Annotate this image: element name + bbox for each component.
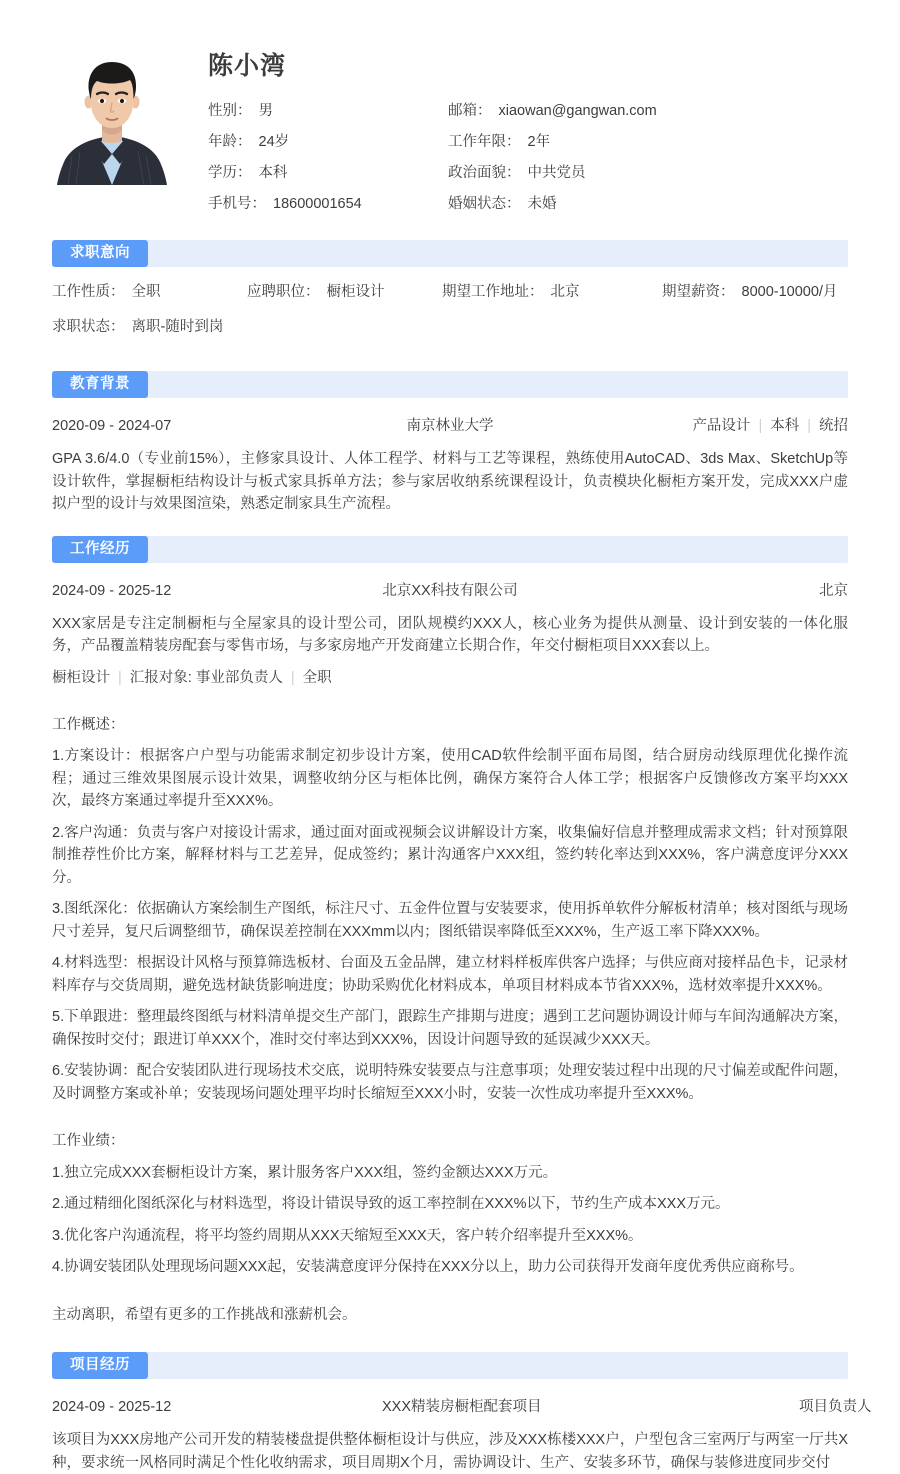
info-gender-label: 性别： (208, 103, 252, 119)
section-body-education (52, 398, 848, 516)
spacer (0, 1326, 900, 1352)
section-header-work (52, 536, 848, 563)
info-marital (448, 194, 848, 214)
info-political-value: 中共党员 (527, 165, 586, 181)
spacer (0, 351, 900, 371)
field-job-status (52, 316, 247, 338)
work-report-to: 汇报对象: 事业部负责人 (129, 669, 283, 686)
work-overview-item: 5.下单跟进：整理最终图纸与材料清单提交生产部门，跟踪生产排期与进度；遇到工艺问题协调设计师与车间沟通解决方案，确保按时交付；跟进订单XXX个，准时交付率达到XXX%，因设计问题导致的延误减少XXX天。 (52, 1009, 848, 1048)
profile-photo-image (52, 52, 172, 185)
page-title: 陈小湾 (208, 52, 287, 80)
spacer (0, 516, 900, 536)
work-type: 全职 (302, 669, 332, 686)
project-entry-head (52, 1393, 872, 1418)
info-phone-value: 18600001654 (273, 196, 362, 212)
field-salary-value: 8000-10000/月 (741, 284, 838, 300)
education-date: 2020-09 - 2024-07 (52, 418, 172, 434)
field-location (442, 281, 662, 303)
field-job-type-value: 全职 (131, 284, 161, 300)
education-major: 产品设计 (692, 418, 751, 434)
field-location-value: 北京 (550, 284, 580, 300)
field-job-type-label: 工作性质： (52, 284, 125, 300)
work-overview-item: 3.图纸深化：依据确认方案绘制生产图纸，标注尺寸、五金件位置与安装要求，使用拆单软件分解板材清单；核对图纸与现场尺寸差异，复尺后调整细节，确保误差控制在XXXmm以内；图纸错误率降低至XXX%，生产返工率下降XXX%。 (52, 901, 848, 940)
project-description: 该项目为XXX房地产公司开发的精装楼盘提供整体橱柜设计与供应，涉及XXX栋楼XXX户，户型包含三室两厅与两室一厅共X种，要求统一风格同时满足个性化收纳需求，项目周期X个月，需协调设计、生产、安装多环节，确保与装修进度同步交付 (52, 1432, 848, 1471)
field-job-status-value: 离职-随时到岗 (131, 319, 224, 335)
info-age (208, 132, 448, 152)
education-degree: 本科 (770, 418, 800, 434)
info-experience (448, 132, 848, 152)
divider-icon: | (118, 669, 122, 686)
profile-photo (52, 52, 172, 185)
work-date: 2024-09 - 2025-12 (52, 582, 172, 599)
section-title-education: 教育背景 (52, 371, 148, 398)
info-experience-label: 工作年限： (448, 134, 521, 150)
section-title-project: 项目经历 (52, 1352, 148, 1379)
work-achievement-item: 4.协调安装团队处理现场问题XXX起，安装满意度评分保持在XXX分以上，助力公司获得开发商年度优秀供应商称号。 (52, 1259, 804, 1275)
work-company-intro: XXX家居是专注定制橱柜与全屋家具的设计型公司，团队规模约XXX人，核心业务为提供从测量、设计到安装的一体化服务，产品覆盖精装房配套与零售市场，与多家房地产开发商建立长期合作，年交付橱柜项目XXX套以上。 (52, 615, 848, 654)
work-overview-item: 4.材料选型：根据设计风格与预算筛选板材、台面及五金品牌，建立材料样板库供客户选择；与供应商对接样品色卡，记录材料库存与交货周期，避免选材缺货影响进度；协助采购优化材料成本，单项目材料成本节省XXX%，选材效率提升XXX%。 (52, 955, 848, 994)
basic-info-grid (208, 101, 848, 214)
work-company: 北京XX科技有限公司 (382, 582, 518, 599)
spacer (52, 689, 848, 705)
info-age-value: 24岁 (258, 134, 290, 150)
info-gender-value: 男 (258, 103, 273, 119)
section-body-work (52, 563, 848, 1327)
project-role: 项目负责人 (799, 1399, 872, 1415)
project-date: 2024-09 - 2025-12 (52, 1399, 172, 1415)
section-body-job-intention (52, 267, 848, 338)
education-school: 南京林业大学 (406, 418, 494, 434)
info-email-value: xiaowan@gangwan.com (498, 103, 657, 119)
work-role: 橱柜设计 (52, 669, 110, 686)
field-salary (662, 281, 837, 303)
work-overview-item: 6.安装协调：配合安装团队进行现场技术交底，说明特殊安装要点与注意事项；处理安装过程中出现的尺寸偏差或配件问题，及时调整方案或补单；安装现场问题处理平均时长缩短至XXX小时，安装一次性成功率提升至XXX%。 (52, 1063, 848, 1102)
info-gender (208, 101, 448, 121)
info-age-label: 年龄： (208, 134, 252, 150)
field-position-label: 应聘职位： (247, 284, 320, 300)
spacer (0, 214, 900, 240)
project-name: XXX精装房橱柜配套项目 (382, 1399, 542, 1415)
work-achievement-item: 1.独立完成XXX套橱柜设计方案，累计服务客户XXX组，签约金额达XXX万元。 (52, 1164, 558, 1181)
work-achievement-item: 2.通过精细化图纸深化与材料选型，将设计错误导致的返工率控制在XXX%以下，节约生产成本XXX万元。 (52, 1196, 730, 1212)
info-email (448, 101, 848, 121)
field-position-value: 橱柜设计 (326, 284, 385, 300)
header-main (172, 52, 848, 214)
spacer (52, 1105, 848, 1121)
section-header-job-intention (52, 240, 848, 267)
info-political (448, 163, 848, 183)
work-location: 北京 (819, 582, 848, 599)
field-location-label: 期望工作地址： (442, 284, 544, 300)
section-header-project (52, 1352, 848, 1379)
info-degree-label: 学历： (208, 165, 252, 181)
info-marital-value: 未婚 (527, 196, 557, 212)
education-description: GPA 3.6/4.0（专业前15%），主修家具设计、人体工程学、材料与工艺等课程，熟练使用AutoCAD、3ds Max、SketchUp等设计软件，掌握橱柜结构设计与板式家具拆单方法；参与家居收纳系统课程设计，负责模块化橱柜方案开发，完成XXX户虚拟户型的设计与效果图渲染，熟悉定制家具生产流程。 (52, 451, 848, 512)
section-body-project (52, 1379, 872, 1474)
education-admission: 统招 (819, 418, 848, 434)
divider-icon: | (290, 669, 295, 686)
section-title-job-intention: 求职意向 (52, 240, 148, 267)
resume-header (0, 0, 900, 214)
divider-icon: | (807, 418, 811, 434)
info-political-label: 政治面貌： (448, 165, 521, 181)
info-marital-label: 婚姻状态： (448, 196, 521, 212)
work-entry-head (52, 577, 848, 602)
info-email-label: 邮箱： (448, 103, 492, 119)
divider-icon: | (758, 418, 763, 434)
job-intention-row-2 (52, 316, 848, 338)
section-title-work: 工作经历 (52, 536, 148, 563)
job-intention-row-1 (52, 281, 848, 303)
info-degree-value: 本科 (258, 165, 288, 181)
info-degree (208, 163, 448, 183)
work-meta-tags (52, 667, 848, 689)
work-overview-item: 1.方案设计：根据客户户型与功能需求制定初步设计方案，使用CAD软件绘制平面布局图，结合厨房动线原理优化操作流程；通过三维效果图展示设计效果，调整收纳分区与柜体比例，确保方案符合人体工学；根据客户反馈修改方案平均XXX次，最终方案通过率提升至XXX%。 (52, 748, 848, 809)
work-achievement-title: 工作业绩： (52, 1133, 125, 1149)
spacer (52, 1279, 848, 1295)
work-overview-title: 工作概述： (52, 716, 125, 733)
education-entry-head (52, 412, 848, 437)
info-phone-label: 手机号： (208, 196, 266, 212)
field-salary-label: 期望薪资： (662, 284, 735, 300)
work-achievement-item: 3.优化客户沟通流程，将平均签约周期从XXX天缩短至XXX天，客户转介绍率提升至XXX%。 (52, 1227, 643, 1244)
section-header-education (52, 371, 848, 398)
info-phone (208, 194, 448, 214)
work-overview-item: 2.客户沟通：负责与客户对接设计需求，通过面对面或视频会议讲解设计方案，收集偏好信息并整理成需求文档；针对预算限制推荐性价比方案，解释材料与工艺差异，促成签约；累计沟通客户XXX组，签约转化率达到XXX%，客户满意度评分XXX分。 (52, 824, 848, 886)
info-experience-value: 2年 (527, 134, 551, 150)
field-job-type (52, 281, 247, 303)
education-tags (518, 415, 848, 437)
field-job-status-label: 求职状态： (52, 319, 125, 335)
field-position (247, 281, 442, 303)
work-leave-reason: 主动离职，希望有更多的工作挑战和涨薪机会。 (52, 1306, 357, 1323)
